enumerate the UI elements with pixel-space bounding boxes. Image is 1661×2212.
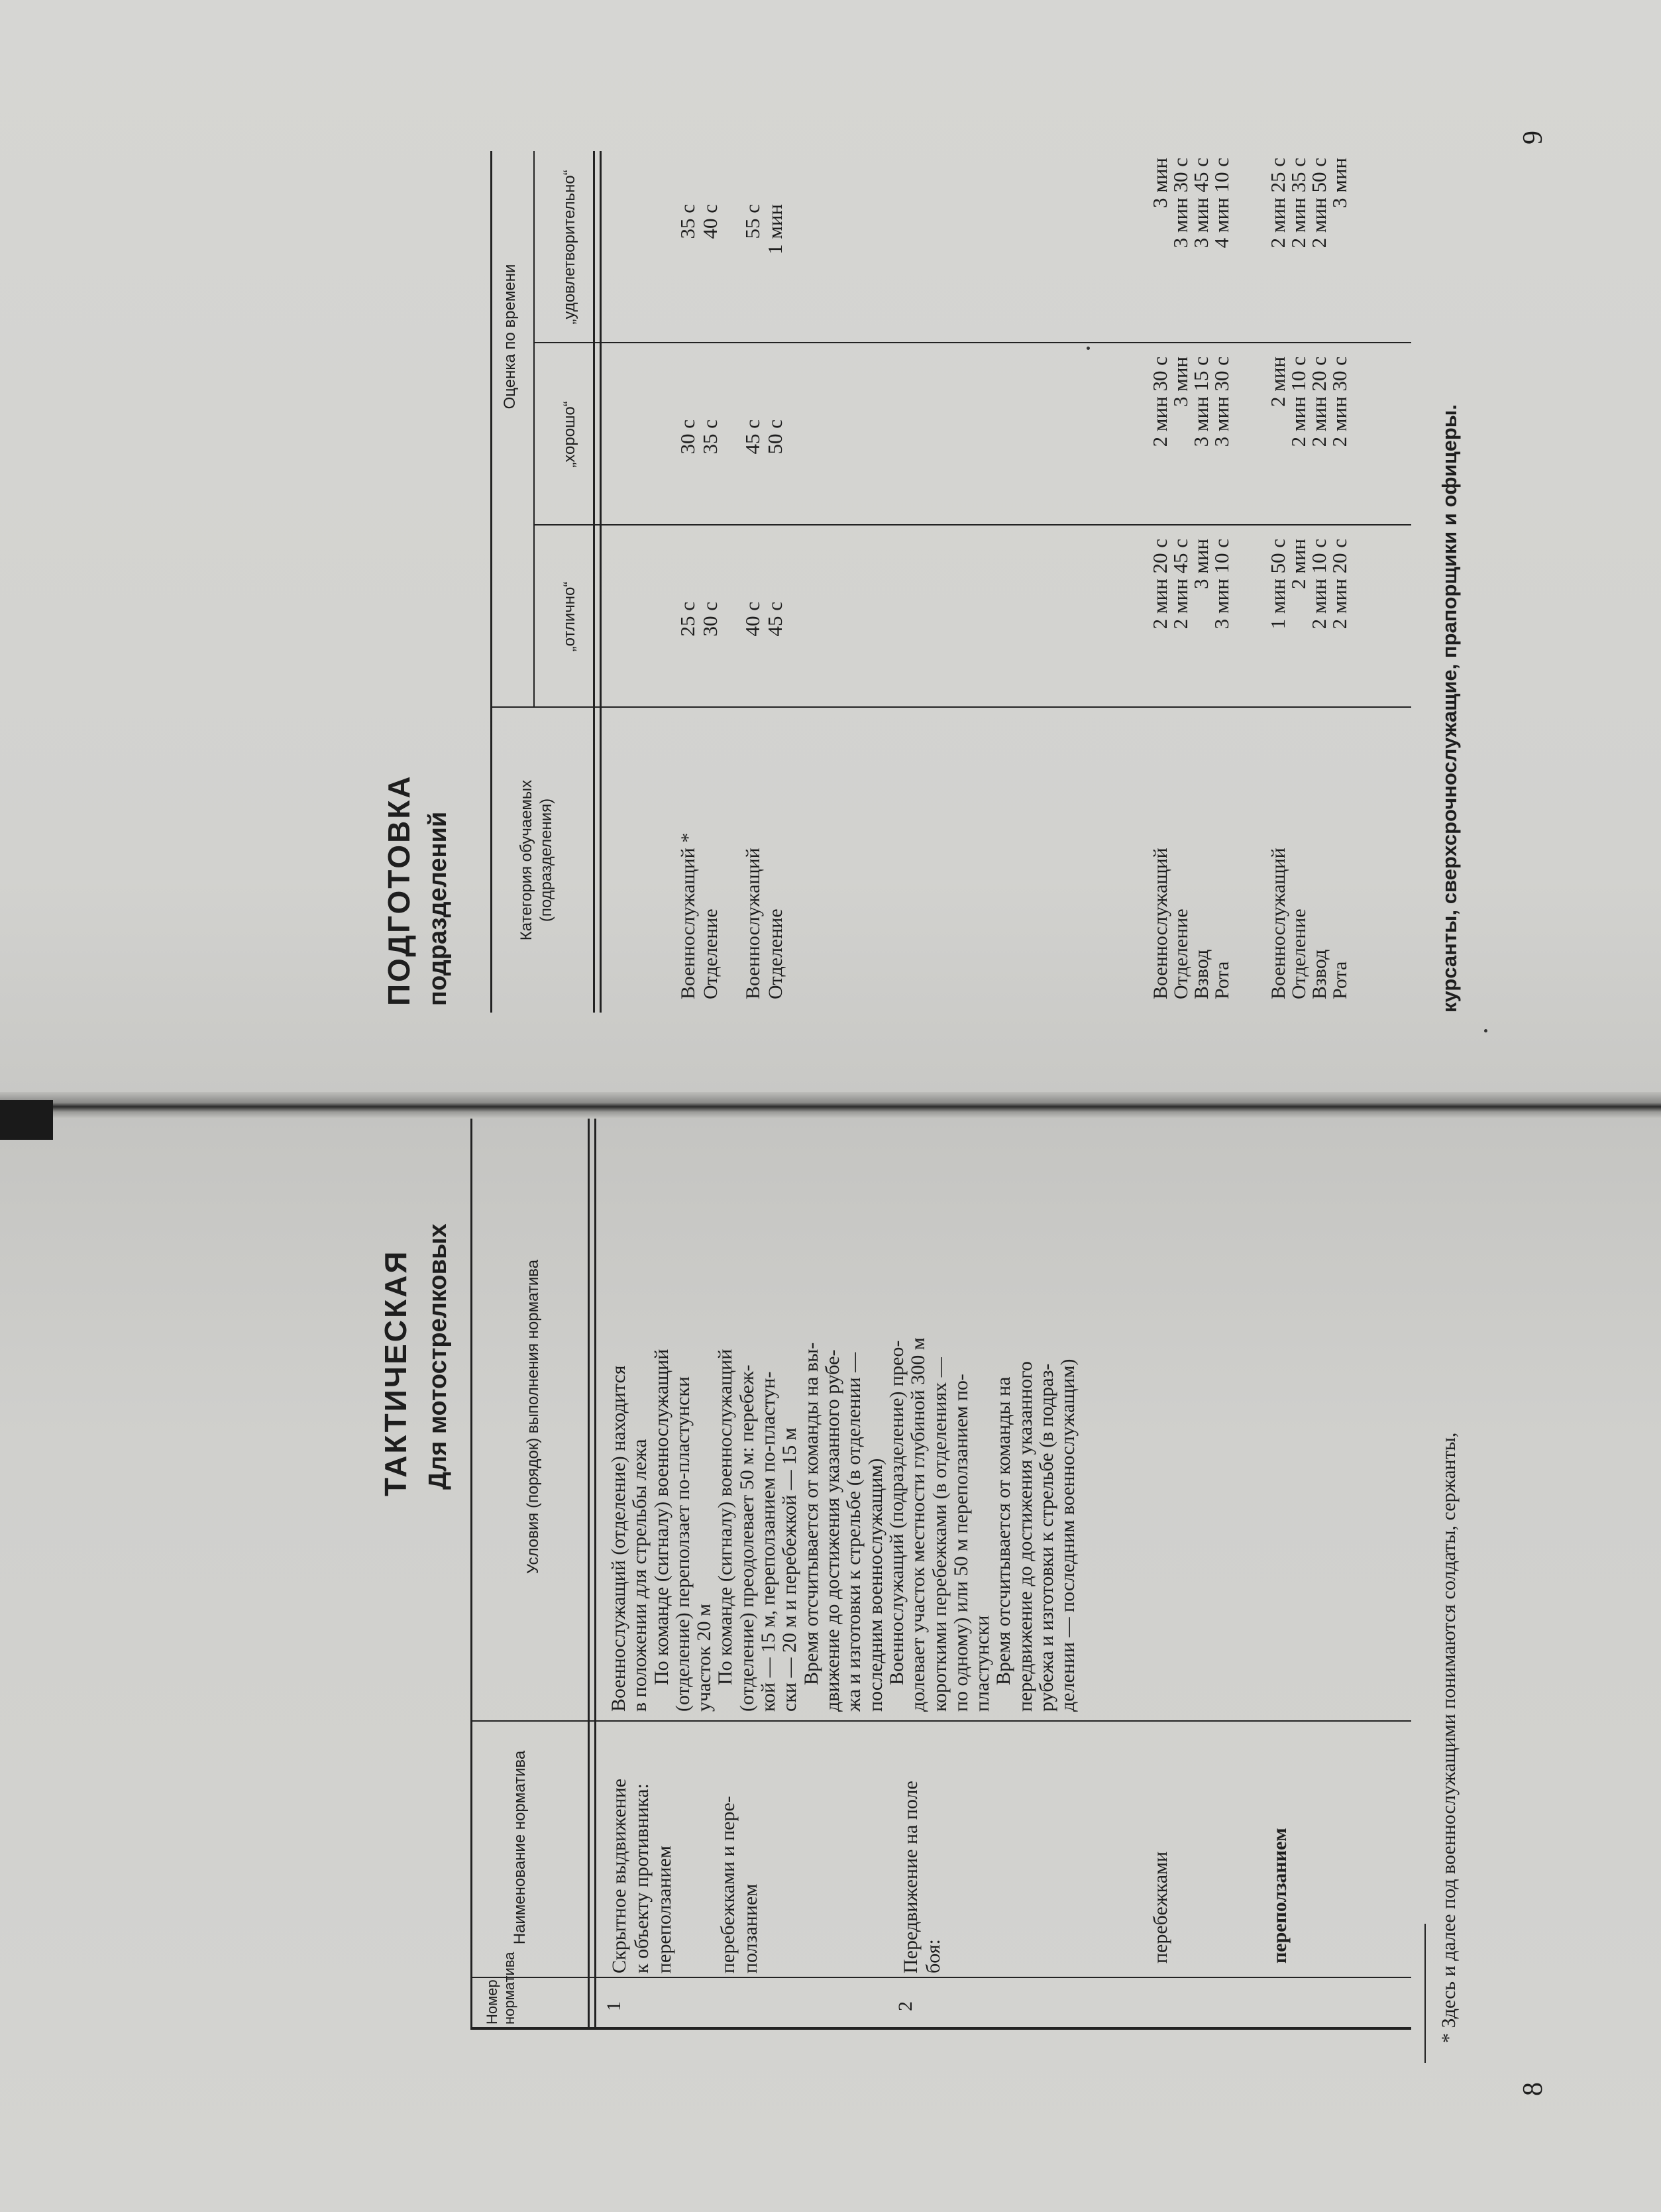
- row1-cond-line: ски — 20 м и перебежкой — 15 м: [778, 1427, 801, 1712]
- row2-cond-line: пластунски: [971, 1615, 994, 1712]
- row1-num: 1: [603, 2001, 625, 2011]
- r1-st1-1: 40 с: [698, 204, 722, 239]
- left-table-top-rule: [470, 1119, 472, 2030]
- r2-cat2-3: Рота: [1329, 961, 1351, 999]
- r2-st1-3: 4 мин 10 с: [1210, 158, 1233, 249]
- header-conditions: Условия (порядок) выполнения норматива: [524, 1259, 542, 1575]
- r1-cat1-1: Отделение: [700, 909, 722, 999]
- row1-cond-line: последним военнослужащим): [864, 1458, 886, 1712]
- r2-st2-0: 2 мин 25 с: [1266, 158, 1289, 249]
- row2-cond-line: долевает участок местности глубиной 300 м: [907, 1337, 930, 1712]
- r2-cat1-0: Военнослужащий: [1150, 848, 1171, 999]
- header-name: Наименование норматива: [511, 1750, 529, 1945]
- left-table-left-border: [470, 2027, 1411, 2030]
- r1-gd1-1: 35 с: [698, 419, 722, 455]
- row1-cond-line: кой — 15 м, переползанием по-пластун-: [757, 1371, 780, 1712]
- row2-cond-line: рубежа и изготовки к стрельбе (в подраз-: [1036, 1363, 1058, 1712]
- r2-cat1-1: Отделение: [1170, 909, 1192, 999]
- right-title: ПОДГОТОВКА: [382, 774, 416, 1006]
- row2-cond-line: делении — последним военнослужащим): [1057, 1358, 1079, 1712]
- r2-st1-2: 3 мин 45 с: [1189, 158, 1212, 249]
- row2-name-line2: боя:: [922, 1939, 944, 1973]
- page-number-left: 8: [1518, 2082, 1548, 2096]
- r2-ex2-1: 2 мин: [1287, 539, 1310, 590]
- header-good: „хорошо“: [561, 401, 578, 468]
- right-table-header-rule: [593, 151, 595, 1013]
- row2-cond-line: передвижение до достижения указанного: [1014, 1361, 1036, 1712]
- row2-name-line1: Передвижение на поле: [900, 1781, 922, 1973]
- r2-gd2-2: 2 мин 20 с: [1307, 357, 1330, 447]
- r1-ex1-1: 30 с: [698, 602, 722, 637]
- page-number-right: 9: [1518, 131, 1548, 144]
- row1-cond-line: участок 20 м: [693, 1604, 716, 1712]
- left-subtitle: Для мотострелковых: [424, 1223, 452, 1490]
- row1-cond-line: По команде (сигналу) военнослужащий: [714, 1349, 737, 1685]
- r1-cat1-0: Военнослужащий *: [677, 832, 699, 999]
- row2-num: 2: [894, 2001, 916, 2011]
- r2-ex2-2: 2 мин 10 с: [1307, 539, 1330, 630]
- header-excellent: „отлично“: [561, 581, 578, 652]
- r2-gd2-0: 2 мин: [1266, 357, 1289, 408]
- r1-st1-0: 35 с: [676, 204, 699, 239]
- left-table-header-rule-2: [594, 1119, 596, 2030]
- r2-cat2-2: Взвод: [1309, 949, 1330, 999]
- footnote-rule: [1424, 1924, 1426, 2063]
- r1-ex2-0: 40 с: [741, 602, 764, 637]
- r2-gd1-3: 3 мин 30 с: [1210, 357, 1233, 447]
- right-table-header-rule-2: [600, 151, 602, 1013]
- left-col-divider-1: [470, 1977, 1411, 1978]
- rating-subheader-rule: [533, 151, 535, 343]
- row1-cond-line: в положении для стрельбы лежа: [629, 1439, 651, 1712]
- row1-name-line1: Скрытное выдвижение: [608, 1779, 630, 1973]
- r2-ex2-0: 1 мин 50 с: [1266, 539, 1289, 630]
- row1-cond-line: (отделение) переползает по-пластунски: [671, 1376, 694, 1712]
- r1-ex2-1: 45 с: [763, 602, 786, 637]
- paper-speck: [1087, 347, 1090, 350]
- row1-name2-line1: перебежками и пере-: [717, 1796, 739, 1973]
- r1-gd2-1: 50 с: [763, 419, 786, 455]
- header-category: Категория обучаемых (подразделения): [517, 779, 555, 941]
- r2-st1-0: 3 мин: [1148, 158, 1171, 209]
- right-col-divider-1: [490, 706, 1411, 708]
- row1-name2-line2: ползанием: [739, 1883, 761, 1973]
- r2-cat2-0: Военнослужащий: [1267, 848, 1289, 999]
- row2-cond-line: по одному) или 50 м переползанием по-: [949, 1374, 972, 1712]
- row2-cond-line: Военнослужащий (подразделение) прео-: [886, 1340, 908, 1685]
- r2-st1-1: 3 мин 30 с: [1169, 158, 1192, 249]
- row1-name-line3: переползанием: [653, 1846, 675, 1973]
- left-table-header-rule: [588, 1119, 590, 2030]
- r1-gd1-0: 30 с: [676, 419, 699, 455]
- left-col-divider-2: [470, 1720, 1411, 1722]
- r2-ex1-1: 2 мин 45 с: [1169, 539, 1192, 630]
- r2-gd1-1: 3 мин: [1169, 357, 1192, 408]
- r2-ex2-3: 2 мин 20 с: [1328, 539, 1351, 630]
- r2-ex1-2: 3 мин: [1189, 539, 1212, 590]
- r2-ex1-3: 3 мин 10 с: [1210, 539, 1233, 630]
- paper-speck: [1484, 1029, 1487, 1032]
- row2-name-crawl: переползанием: [1269, 1828, 1291, 1963]
- right-col-divider-2: [533, 524, 1411, 525]
- row1-cond-line: Военнослужащий (отделение) находится: [608, 1365, 629, 1712]
- r2-cat2-1: Отделение: [1288, 909, 1310, 999]
- row1-cond-line: По команде (сигналу) военнослужащий: [650, 1349, 672, 1685]
- r2-gd2-3: 2 мин 30 с: [1328, 357, 1351, 447]
- header-num: Номер норматива: [484, 1952, 517, 2024]
- row1-cond-line: (отделение) преодолевает 50 м: перебеж-: [735, 1364, 758, 1712]
- r2-gd1-2: 3 мин 15 с: [1189, 357, 1212, 447]
- r1-cat2-1: Отделение: [765, 909, 786, 999]
- footnote-right: курсанты, сверхсрочнослужащие, прапорщики и офицеры.: [1438, 404, 1461, 1013]
- row1-cond-line: жа и изготовки к стрельбе (в отделении —: [843, 1352, 865, 1712]
- right-table-top-rule: [490, 151, 492, 1013]
- r2-st2-3: 3 мин: [1328, 158, 1351, 209]
- r2-st2-1: 2 мин 35 с: [1287, 158, 1310, 249]
- rating-subheader-rule-left: [533, 343, 535, 708]
- row2-cond-line: короткими перебежками (в отделениях —: [928, 1357, 951, 1712]
- row1-name-line2: к объекту противника:: [631, 1783, 653, 1973]
- right-col-divider-3: [533, 342, 1411, 343]
- r1-st2-1: 1 мин: [763, 204, 786, 255]
- r2-st2-2: 2 мин 50 с: [1307, 158, 1330, 249]
- row1-cond-line: движение до достижения указанного рубе-: [821, 1349, 843, 1712]
- r1-cat2-0: Военнослужащий: [742, 848, 764, 999]
- left-title: ТАКТИЧЕСКАЯ: [378, 1249, 413, 1496]
- row2-cond-line: Время отсчитывается от команды на: [992, 1376, 1015, 1685]
- row1-conditions: [608, 1129, 886, 1712]
- r2-ex1-0: 2 мин 20 с: [1148, 539, 1171, 630]
- footnote-left: * Здесь и далее под военнослужащими понимаются солдаты, сержанты,: [1438, 1432, 1460, 2043]
- r2-gd1-0: 2 мин 30 с: [1148, 357, 1171, 447]
- row2-name-runs: перебежками: [1150, 1851, 1171, 1963]
- right-subtitle: подразделений: [424, 811, 452, 1006]
- r1-gd2-0: 45 с: [741, 419, 764, 455]
- r2-gd2-1: 2 мин 10 с: [1287, 357, 1310, 447]
- header-rating: Оценка по времени: [501, 264, 519, 410]
- header-satisfactory: „удовлетворительно“: [561, 170, 578, 325]
- r1-ex1-0: 25 с: [676, 602, 699, 637]
- row1-cond-line: Время отсчитывается от команды на вы-: [800, 1342, 822, 1685]
- r1-st2-0: 55 с: [741, 204, 764, 239]
- r2-cat1-2: Взвод: [1191, 949, 1212, 999]
- row2-conditions: [886, 1129, 1079, 1712]
- r2-cat1-3: Рота: [1211, 961, 1233, 999]
